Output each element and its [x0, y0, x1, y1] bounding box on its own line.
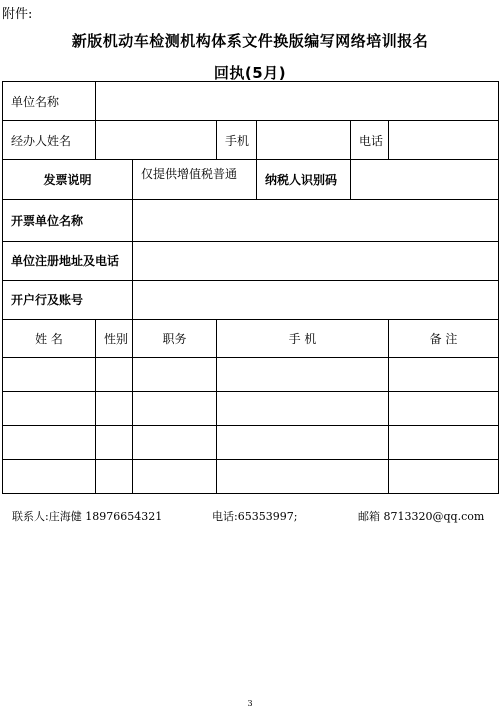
tax-id-field[interactable] [351, 160, 499, 200]
bank-account-row [3, 280, 499, 319]
invoice-label: 发票说明 [3, 160, 133, 200]
contact-email: 邮箱 8713320@qq.com [358, 510, 485, 523]
participant-position-cell[interactable] [133, 357, 217, 391]
participant-position-cell[interactable] [133, 459, 217, 493]
participant-gender-cell[interactable] [96, 425, 133, 459]
handler-name-field[interactable] [96, 121, 217, 160]
participant-mobile-cell[interactable] [217, 391, 389, 425]
participant-name-cell[interactable] [3, 391, 96, 425]
handler-row [3, 121, 499, 160]
participant-mobile-cell[interactable] [217, 459, 389, 493]
participant-name-cell[interactable] [3, 357, 96, 391]
contact-phone: 电话:65353997; [212, 510, 298, 523]
participant-remarks-cell[interactable] [389, 357, 499, 391]
page-title: 新版机动车检测机构体系文件换版编写网络培训报名 [71, 32, 429, 50]
mobile-field[interactable] [257, 121, 351, 160]
unit-name-label: 单位名称 [3, 82, 96, 121]
col-position-header: 职务 [133, 319, 217, 357]
participant-row [3, 391, 499, 425]
col-name-header: 姓 名 [3, 319, 96, 357]
page-subtitle: 回执(5月) [213, 64, 287, 82]
unit-name-row [3, 82, 499, 121]
participant-gender-cell[interactable] [96, 391, 133, 425]
registered-address-label: 单位注册地址及电话 [3, 241, 133, 280]
bank-account-field[interactable] [133, 280, 499, 319]
participant-header-row [3, 319, 499, 357]
participant-row [3, 425, 499, 459]
tax-id-label: 纳税人识别码 [257, 160, 351, 200]
registered-address-row [3, 241, 499, 280]
participant-name-cell[interactable] [3, 425, 96, 459]
participant-position-cell[interactable] [133, 391, 217, 425]
bank-account-label: 开户行及账号 [3, 280, 133, 319]
col-remarks-header: 备 注 [389, 319, 499, 357]
handler-name-label: 经办人姓名 [3, 121, 96, 160]
participant-remarks-cell[interactable] [389, 425, 499, 459]
unit-name-field[interactable] [96, 82, 499, 121]
billing-unit-field[interactable] [133, 200, 499, 241]
participant-name-cell[interactable] [3, 459, 96, 493]
attachment-label: 附件: [2, 7, 33, 22]
participant-remarks-cell[interactable] [389, 459, 499, 493]
participant-gender-cell[interactable] [96, 357, 133, 391]
billing-unit-label: 开票单位名称 [3, 200, 133, 241]
mobile-label: 手机 [217, 121, 257, 160]
participant-gender-cell[interactable] [96, 459, 133, 493]
registered-address-field[interactable] [133, 241, 499, 280]
col-gender-header: 性别 [96, 319, 133, 357]
participant-mobile-cell[interactable] [217, 357, 389, 391]
participant-position-cell[interactable] [133, 425, 217, 459]
participant-row [3, 459, 499, 493]
contact-person: 联系人:庄海健 18976654321 [12, 510, 163, 523]
billing-unit-row [3, 200, 499, 241]
participant-mobile-cell[interactable] [217, 425, 389, 459]
invoice-note: 仅提供增值税普通 [133, 160, 257, 200]
page-number: 3 [247, 699, 253, 708]
participant-remarks-cell[interactable] [389, 391, 499, 425]
participant-row [3, 357, 499, 391]
registration-form-table [2, 81, 499, 494]
col-mobile-header: 手 机 [217, 319, 389, 357]
phone-label: 电话 [351, 121, 389, 160]
invoice-row [3, 160, 499, 200]
phone-field[interactable] [389, 121, 499, 160]
